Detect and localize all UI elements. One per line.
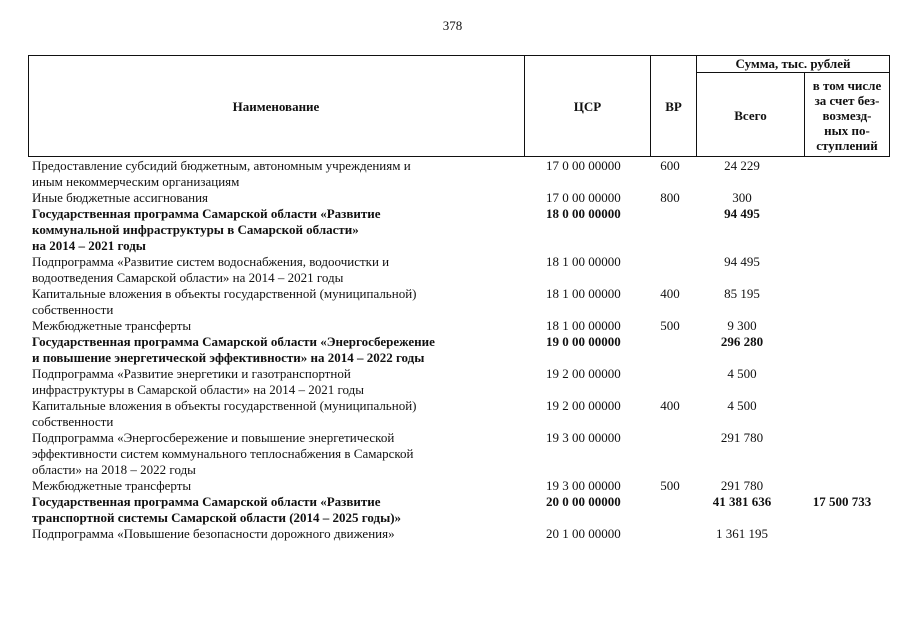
row-name <box>28 366 538 398</box>
row-vr <box>650 206 690 254</box>
row-name-line: Подпрограмма «Развитие энергетики и газотранспортной <box>32 366 351 381</box>
row-vr <box>650 430 690 478</box>
row-free <box>794 366 890 398</box>
row-vr <box>650 366 690 398</box>
row-total: 291 780 <box>720 430 764 445</box>
row-free <box>794 334 890 366</box>
row-name-line: Межбюджетные трансферты <box>32 478 192 493</box>
row-total: 296 280 <box>720 334 764 349</box>
budget-table <box>28 55 890 542</box>
row-name <box>28 398 538 430</box>
row-name-line: Подпрограмма «Энергосбережение и повышение энергетической <box>32 430 395 445</box>
row-name <box>28 158 538 190</box>
row-name-line: Государственная программа Самарской области «Развитие <box>32 206 381 221</box>
row-name-line: иным некоммерческим организациям <box>32 174 240 189</box>
row-name-line: Подпрограмма «Повышение безопасности дорожного движения» <box>32 526 395 541</box>
table-row <box>28 318 890 334</box>
row-free <box>794 206 890 254</box>
row-csr: 20 1 00 00000 <box>546 526 621 541</box>
row-name-line: транспортной системы Самарской области (2014 – 2025 годы)» <box>32 510 402 525</box>
row-name-line: водоотведения Самарской области» на 2014 – 2021 годы <box>32 270 344 285</box>
row-total: 24 229 <box>724 158 760 173</box>
row-free: 17 500 733 <box>812 494 872 509</box>
header-name: Наименование <box>232 98 320 114</box>
row-vr: 500 <box>660 318 680 333</box>
table-row <box>28 494 890 526</box>
header-total: Всего <box>734 107 767 123</box>
row-name-line: Государственная программа Самарской области «Энергосбережение <box>32 334 435 349</box>
row-csr: 19 3 00 00000 <box>546 430 621 445</box>
row-csr: 17 0 00 00000 <box>546 190 621 205</box>
table-row <box>28 398 890 430</box>
row-csr: 20 0 00 00000 <box>546 494 621 509</box>
row-name-line: на 2014 – 2021 годы <box>32 238 146 253</box>
row-name <box>28 206 538 254</box>
row-total: 85 195 <box>724 286 760 301</box>
table-row <box>28 366 890 398</box>
row-free <box>794 526 890 542</box>
row-vr: 400 <box>660 398 680 413</box>
row-total: 291 780 <box>720 478 764 493</box>
row-free <box>794 430 890 478</box>
row-name-line: Капитальные вложения в объекты государственной (муниципальной) <box>32 286 417 301</box>
row-csr: 19 2 00 00000 <box>546 366 621 381</box>
header-free-line: в том числе <box>812 77 882 93</box>
row-name <box>28 478 538 494</box>
row-name <box>28 430 538 478</box>
row-free <box>794 190 890 206</box>
table-row <box>28 430 890 478</box>
row-csr: 19 2 00 00000 <box>546 398 621 413</box>
header-sum: Сумма, тыс. рублей <box>735 56 851 71</box>
row-name <box>28 526 538 542</box>
table-row <box>28 526 890 542</box>
row-name <box>28 190 538 206</box>
row-vr <box>650 494 690 526</box>
row-vr: 800 <box>660 190 680 205</box>
row-name <box>28 334 538 366</box>
table-row <box>28 158 890 190</box>
header-free <box>805 73 889 157</box>
row-free <box>794 478 890 494</box>
row-name-line: области» на 2018 – 2022 годы <box>32 462 196 477</box>
row-name-line: собственности <box>32 302 114 317</box>
row-total: 4 500 <box>727 398 757 413</box>
row-name <box>28 286 538 318</box>
row-total: 9 300 <box>727 318 757 333</box>
row-name-line: Подпрограмма «Развитие систем водоснабжения, водоочистки и <box>32 254 390 269</box>
row-csr: 19 3 00 00000 <box>546 478 621 493</box>
row-total: 94 495 <box>724 254 760 269</box>
row-name-line: Предоставление субсидий бюджетным, автономным учреждениям и <box>32 158 411 173</box>
row-total: 4 500 <box>727 366 757 381</box>
row-csr: 18 1 00 00000 <box>546 318 621 333</box>
header-right-border <box>889 55 890 157</box>
header-free-line: за счет без- <box>814 92 880 108</box>
row-free <box>794 254 890 286</box>
row-name-line: Иные бюджетные ассигнования <box>32 190 209 205</box>
header-csr: ЦСР <box>573 98 602 114</box>
row-name <box>28 254 538 286</box>
page-number: 378 <box>442 18 463 33</box>
row-csr: 19 0 00 00000 <box>546 334 621 349</box>
table-body <box>28 158 890 542</box>
row-name-line: Капитальные вложения в объекты государственной (муниципальной) <box>32 398 417 413</box>
table-header <box>28 55 890 157</box>
row-csr: 18 1 00 00000 <box>546 254 621 269</box>
row-free <box>794 398 890 430</box>
row-vr: 400 <box>660 286 680 301</box>
row-name-line: Государственная программа Самарской области «Развитие <box>32 494 381 509</box>
header-vr: ВР <box>665 98 682 114</box>
row-total: 94 495 <box>724 206 760 221</box>
row-csr: 17 0 00 00000 <box>546 158 621 173</box>
row-vr: 600 <box>660 158 680 173</box>
row-free <box>794 158 890 190</box>
row-free <box>794 318 890 334</box>
table-row <box>28 478 890 494</box>
header-free-line: ступлений <box>816 137 878 153</box>
row-name-line: инфраструктуры в Самарской области» на 2014 – 2021 годы <box>32 382 364 397</box>
table-row <box>28 334 890 366</box>
row-total: 1 361 195 <box>716 526 768 541</box>
row-name-line: коммунальной инфраструктуры в Самарской области» <box>32 222 359 237</box>
row-total: 300 <box>732 190 752 205</box>
row-vr <box>650 254 690 286</box>
header-free-line: ных по- <box>824 122 870 138</box>
row-total: 41 381 636 <box>712 494 772 509</box>
table-row <box>28 254 890 286</box>
row-vr <box>650 334 690 366</box>
row-name <box>28 494 538 526</box>
row-name-line: собственности <box>32 414 114 429</box>
row-name-line: эффективности систем коммунального теплоснабжения в Самарской <box>32 446 414 461</box>
row-name <box>28 318 538 334</box>
header-free-line: возмезд- <box>822 107 872 123</box>
row-vr <box>650 526 690 542</box>
table-row <box>28 190 890 206</box>
row-csr: 18 0 00 00000 <box>546 206 621 221</box>
table-row <box>28 286 890 318</box>
row-vr: 500 <box>660 478 680 493</box>
row-name-line: и повышение энергетической эффективности» на 2014 – 2022 годы <box>32 350 425 365</box>
table-row <box>28 206 890 254</box>
row-csr: 18 1 00 00000 <box>546 286 621 301</box>
row-name-line: Межбюджетные трансферты <box>32 318 192 333</box>
row-free <box>794 286 890 318</box>
